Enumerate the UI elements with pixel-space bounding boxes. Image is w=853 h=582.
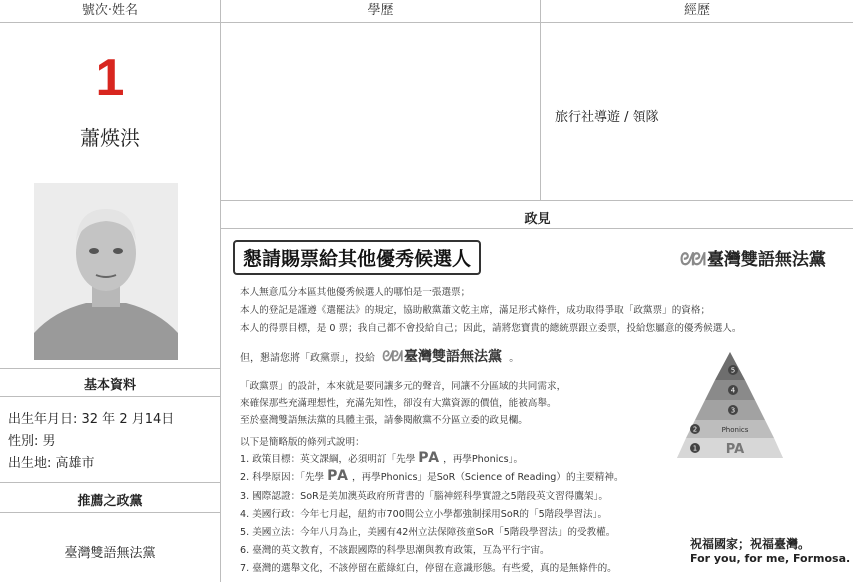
portrait-image [34,183,178,360]
vote-ask-logo-icon: ᘛᘛ [382,349,401,365]
party-name: 臺灣雙語無法黨 [64,546,156,561]
pyramid-level-5: 5 [730,366,736,375]
list-item-1-post: ，再學Phonics」。 [443,454,524,465]
gender: 性別: 男 [8,434,56,449]
party-title-divider [0,512,220,513]
list-item-5: 5. 美國立法：今年八月為止，美國有42州立法保障孩童SoR「5階段學習法」的受教權。 [240,527,616,538]
intro-line-3: 本人的得票目標，是 0 票；我自己都不會投給自己；因此，請將您寶貴的總統票跟立委票，投給您屬意的優秀候選人。 [240,323,742,334]
list-intro: 以下是簡略版的條列式說明： [240,437,365,448]
pyramid-level-1: 1 [692,444,698,453]
vote-ask-logo-text: 臺灣雙語無法黨 [404,349,503,365]
list-item-7: 7. 臺灣的選舉文化，不該停留在藍綠紅白，停留在意識形態。有些愛，真的是無條件的。 [240,563,617,574]
birthplace: 出生地: 高雄市 [8,456,95,471]
pyramid-level-2: 2 [692,425,698,434]
left-column-divider [220,0,221,582]
pa-badge: PA [327,468,349,484]
header-education: 學歷 [367,3,394,18]
pa-badge: PA [418,450,441,466]
list-item-1 [240,450,523,466]
platform-title: 政見 [524,212,551,227]
platform-title-divider [221,228,853,229]
experience-text: 旅行社導遊 / 領隊 [555,110,659,125]
party-logo [680,245,826,270]
list-item-3: 3. 國際認證：SoR是美加澳英政府所背書的「腦神經科學實證之5階段英文習得鷹架」。 [240,491,608,502]
list-item-2-pre: 2. 科學原因：「先學 [240,472,325,483]
birth-date: 出生年月日: 32 年 2 月14日 [8,412,175,427]
pyramid-level-4: 4 [730,386,736,395]
vote-ask-prefix: 但，懇請您將「政黨票」，投給 [240,353,375,364]
basic-top-divider [0,368,220,369]
candidate-number: 1 [95,49,125,107]
intro-line-2: 本人的登記是謹遵《選罷法》的規定，協助敝黨蕭文乾主席，滿足形式條件，成功取得爭取「政黨票」的資格； [240,305,711,316]
platform-top-divider [221,200,853,201]
list-item-4: 4. 美國行政：今年七月起，紐約市700間公立小學都強制採用SoR的「5階段學習法」。 [240,509,608,520]
candidate-name: 蕭煐洪 [80,126,140,150]
motto-text: For you, for me, Formosa. [690,552,851,565]
list-item-1-pre: 1. 政策目標：英文課綱，必須明訂「先學 [240,454,416,465]
list-item-2-post: ，再學Phonics」是SoR（Science of Reading）的主要精神。 [351,472,624,483]
sor-pyramid-graphic [675,350,785,462]
blessing-text: 祝福國家；祝福臺灣。 [690,537,811,551]
list-item-2 [240,468,624,484]
party-top-divider [0,482,220,483]
pyramid-pa-label: PA [725,442,745,457]
platform-headline: 懇請賜票給其他優秀候選人 [233,240,481,275]
party-logo-text: 臺灣雙語無法黨 [706,250,826,270]
header-divider [0,22,853,23]
header-experience: 經歷 [683,3,710,18]
design-line-2: 來確保那些充滿理想性，充滿先知性，卻沒有大黨資源的價值，能被高舉。 [240,398,557,409]
pyramid-phonics-label: Phonics [721,426,749,434]
header-number-name: 號次·姓名 [81,3,139,18]
basic-info-title: 基本資料 [83,378,136,393]
vote-ask-suffix: 。 [509,353,520,364]
party-title: 推薦之政黨 [77,494,143,509]
candidate-photo [34,183,178,360]
pyramid-level-3: 3 [730,406,736,415]
design-line-3: 至於臺灣雙語無法黨的具體主張，請參閱敝黨不分區立委的政見欄。 [240,415,528,426]
edu-exp-divider [540,0,541,200]
basic-title-divider [0,396,220,397]
vote-ask [240,346,519,366]
list-item-6: 6. 臺灣的英文教育，不該跟國際的科學思潮與教育政策，互為平行宇宙。 [240,545,550,556]
vote-ask-logo [382,349,502,365]
party-logo-icon: ᘛᘛ [680,250,703,270]
design-line-1: 「政黨票」的設計，本來就是要同讓多元的聲音，同讓不分區域的共同需求， [240,381,567,392]
intro-line-1: 本人無意瓜分本區其他優秀候選人的哪怕是一張選票； [240,287,471,298]
